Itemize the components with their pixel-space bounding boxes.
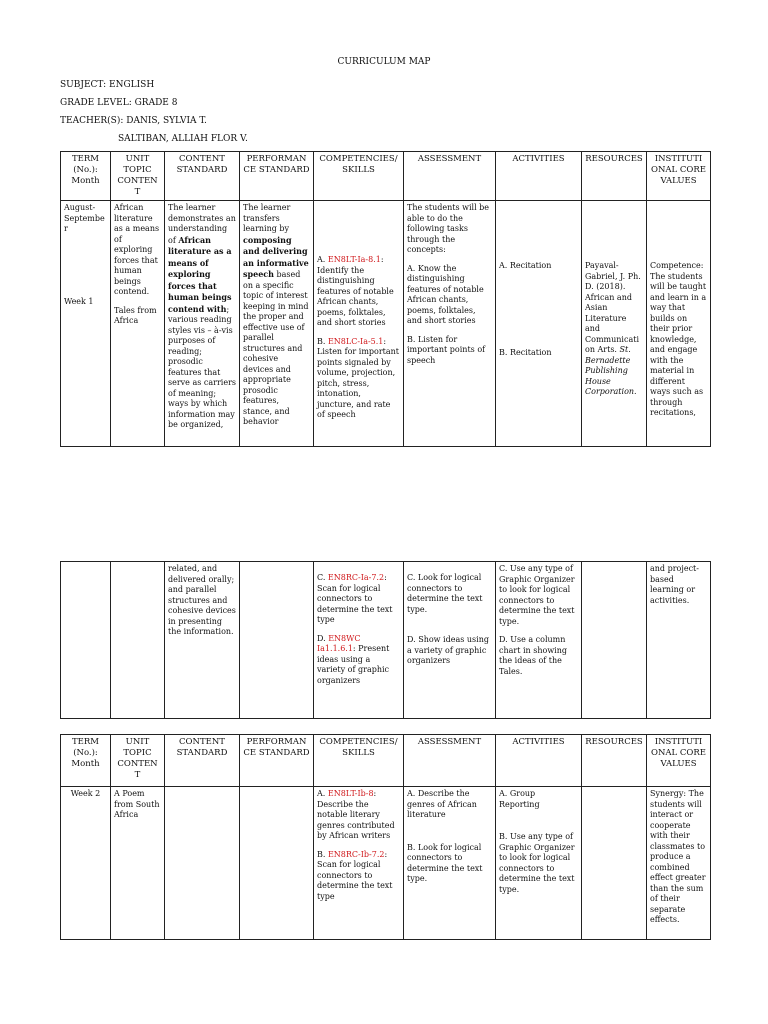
competency-prefix: B. bbox=[317, 336, 328, 346]
cell-core-values: and project-based learning or activities. bbox=[647, 562, 711, 719]
competency-a bbox=[317, 789, 400, 842]
content-text-rest: ; various reading styles vis – à-vis purposes of reading; prosodic features that serve as carriers of meaning; ways by which information may be organized, bbox=[168, 304, 236, 429]
cell-activities bbox=[496, 787, 582, 940]
cell-unit bbox=[111, 201, 165, 447]
competency-a bbox=[317, 255, 400, 329]
assessment-a: A. Describe the genres of African literature bbox=[407, 789, 477, 819]
header-term: TERM (No.): Month bbox=[61, 152, 111, 201]
grade-level-line: GRADE LEVEL: GRADE 8 bbox=[60, 98, 178, 108]
resource-citation bbox=[585, 261, 643, 398]
header-content-standard: CONTENT STANDARD bbox=[165, 735, 240, 787]
header-unit: UNIT TOPIC CONTEN T bbox=[111, 152, 165, 201]
resource-publisher: St. Bernadette Publishing House Corporation. bbox=[585, 345, 637, 396]
header-core-values: INSTITUTI ONAL CORE VALUES bbox=[647, 735, 711, 787]
competency-prefix: C. bbox=[317, 573, 328, 582]
curriculum-table-2 bbox=[60, 561, 711, 719]
competency-prefix: A. bbox=[317, 789, 328, 798]
header-activities: ACTIVITIES bbox=[496, 152, 582, 201]
assessment-intro: The students will be able to do the following tasks through the concepts: bbox=[407, 203, 490, 254]
header-activities: ACTIVITIES bbox=[496, 735, 582, 787]
cell-core-values bbox=[647, 201, 711, 447]
header-assessment: ASSESSMENT bbox=[404, 735, 496, 787]
content-text: The learner demonstrates an understanding of bbox=[168, 203, 236, 245]
competency-text: : Listen for important points signaled by volume, projection, pitch, stress, intonation, juncture, and rate of speech bbox=[317, 336, 400, 419]
unit-title: Tales from Africa bbox=[114, 305, 157, 325]
cell-resources bbox=[582, 787, 647, 940]
performance-text: The learner transfers learning by bbox=[243, 203, 291, 233]
cell-competencies bbox=[314, 787, 404, 940]
activity-c: C. Use any type of Graphic Organizer to look for logical connectors to determine the text type. bbox=[499, 564, 575, 626]
assessment-a: A. Know the distinguishing features of notable African chants, poems, folktales, and short stories bbox=[407, 263, 484, 325]
competency-code: EN8RC-Ib-7.2 bbox=[327, 849, 385, 859]
assessment-c: C. Look for logical connectors to determine the text type. bbox=[407, 573, 483, 614]
subject-line: SUBJECT: ENGLISH bbox=[60, 80, 155, 90]
header-performance-standard: PERFORMAN CE STANDARD bbox=[240, 152, 314, 201]
cell-term bbox=[61, 201, 111, 447]
competency-c bbox=[317, 573, 400, 626]
competency-code: EN8LT-Ia-8.1 bbox=[327, 255, 381, 264]
header-content-standard: CONTENT STANDARD bbox=[165, 152, 240, 201]
performance-text-rest: based on a specific topic of interest keeping in mind the proper and effective use of parallel structures and cohesive devices and appropriate prosodic features, stance, and behavior bbox=[243, 270, 309, 426]
activity-a: A. Recitation bbox=[499, 261, 552, 270]
header-competencies: COMPETENCIES/ SKILLS bbox=[314, 152, 404, 201]
activity-b: B. Use any type of Graphic Organizer to look for logical connectors to determine the text type. bbox=[499, 832, 575, 894]
cell-activities bbox=[496, 562, 582, 719]
header-assessment: ASSESSMENT bbox=[404, 152, 496, 201]
cell-assessment bbox=[404, 562, 496, 719]
competency-code: EN8LT-Ib-8 bbox=[327, 789, 374, 798]
competency-code: EN8LC-Ia-5.1 bbox=[327, 336, 384, 346]
competency-d bbox=[317, 634, 400, 687]
activity-d: D. Use a column chart in showing the ideas of the Tales. bbox=[499, 635, 567, 676]
header-unit: UNIT TOPIC CONTEN T bbox=[111, 735, 165, 787]
header-term: TERM (No.): Month bbox=[61, 735, 111, 787]
cell-resources bbox=[582, 562, 647, 719]
cell-resources bbox=[582, 201, 647, 447]
content-bold: African literature as a means of exploring forces that human beings contend with bbox=[168, 234, 232, 314]
cell-performance-standard bbox=[240, 201, 314, 447]
activity-b: B. Recitation bbox=[499, 347, 552, 357]
cell-content-standard: related, and delivered orally; and parallel structures and cohesive devices in presenting the information. bbox=[165, 562, 240, 719]
cell-competencies bbox=[314, 201, 404, 447]
core-values-text: Competence: The students will be taught and learn in a way that builds on their prior knowledge, and engage with the material in different ways such as through recitations, bbox=[650, 261, 707, 417]
unit-description: African literature as a means of exploring forces that human beings contend. bbox=[114, 203, 160, 296]
cell-term bbox=[61, 562, 111, 719]
competency-text: : Scan for logical connectors to determine the text type bbox=[317, 849, 393, 901]
competency-text: : Present ideas using a variety of graphic organizers bbox=[317, 644, 390, 685]
performance-bold: composing and delivering an informative speech bbox=[243, 234, 309, 279]
curriculum-table-3 bbox=[60, 734, 711, 940]
cell-core-values: Synergy: The students will interact or cooperate with their classmates to produce a combined effect greater than the sum of their separate effects. bbox=[647, 787, 711, 940]
assessment-d: D. Show ideas using a variety of graphic organizers bbox=[407, 635, 489, 665]
competency-code: EN8WC Ia1.1.6.1 bbox=[317, 633, 361, 653]
header-resources: RESOURCES bbox=[582, 735, 647, 787]
competency-text: : Identify the distinguishing features of notable African chants, poems, folktales, and short stories bbox=[317, 255, 394, 327]
competency-prefix: D. bbox=[317, 633, 329, 643]
cell-assessment bbox=[404, 201, 496, 447]
competency-code: EN8RC-Ia-7.2 bbox=[327, 573, 385, 582]
cell-activities bbox=[496, 201, 582, 447]
cell-unit: A Poem from South Africa bbox=[111, 787, 165, 940]
header-core-values: INSTITUTI ONAL CORE VALUES bbox=[647, 152, 711, 201]
teacher-line: TEACHER(S): DANIS, SYLVIA T. bbox=[60, 116, 207, 126]
cell-performance-standard bbox=[240, 787, 314, 940]
competency-b bbox=[317, 337, 400, 421]
resource-text: Payaval-Gabriel, J. Ph. D. (2018). African and Asian Literature and Communicati on Arts. bbox=[585, 261, 641, 354]
cell-unit bbox=[111, 562, 165, 719]
competency-prefix: A. bbox=[317, 255, 328, 264]
cell-content-standard bbox=[165, 787, 240, 940]
cell-performance-standard bbox=[240, 562, 314, 719]
header-competencies: COMPETENCIES/ SKILLS bbox=[314, 735, 404, 787]
cell-content-standard bbox=[165, 201, 240, 447]
cell-term: Week 2 bbox=[61, 787, 111, 940]
competency-text: : Scan for logical connectors to determine the text type bbox=[317, 573, 393, 624]
header-resources: RESOURCES bbox=[582, 152, 647, 201]
header-performance-standard: PERFORMAN CE STANDARD bbox=[240, 735, 314, 787]
competency-b bbox=[317, 850, 400, 903]
term-week: Week 1 bbox=[64, 296, 94, 306]
assessment-b: B. Look for logical connectors to determine the text type. bbox=[407, 842, 483, 883]
term-month: August-Septembe r bbox=[64, 203, 105, 233]
cell-assessment bbox=[404, 787, 496, 940]
competency-prefix: B. bbox=[317, 849, 328, 859]
assessment-b: B. Listen for important points of speech bbox=[407, 334, 486, 365]
curriculum-table-1 bbox=[60, 151, 711, 447]
activity-a: A. Group Reporting bbox=[499, 789, 540, 809]
teacher-line-2: SALTIBAN, ALLIAH FLOR V. bbox=[118, 134, 248, 144]
document-title: CURRICULUM MAP bbox=[337, 57, 431, 67]
competency-text: : Describe the notable literary genres contributed by African writers bbox=[317, 789, 395, 840]
cell-competencies bbox=[314, 562, 404, 719]
